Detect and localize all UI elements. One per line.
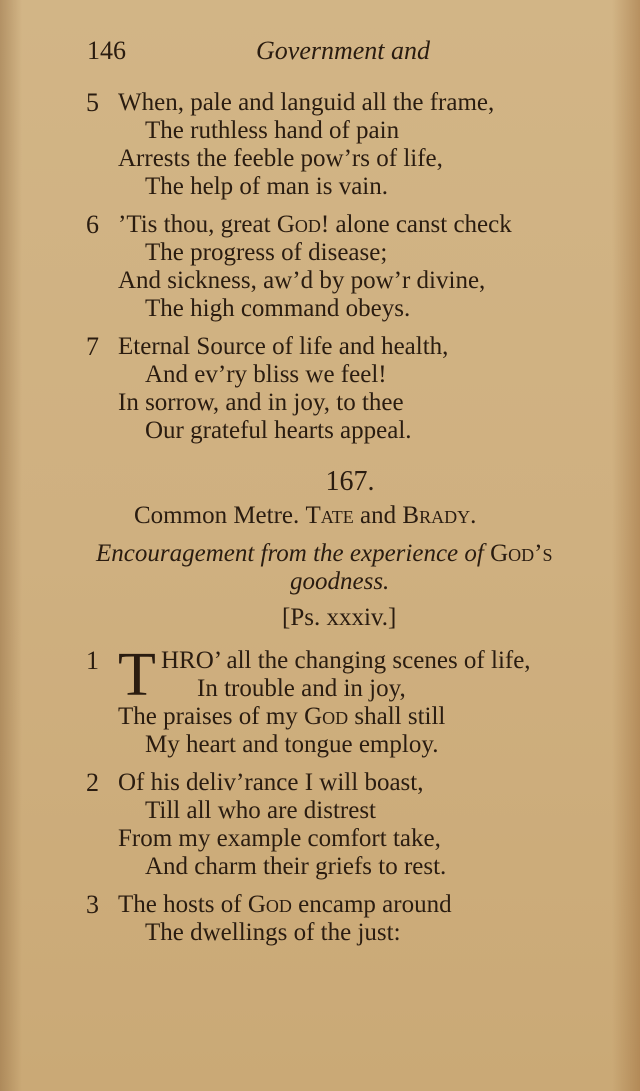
verse-line: The high command obeys. <box>145 295 411 322</box>
page-number: 146 <box>87 36 126 65</box>
hymn-meter: Common Metre. Tate and Brady. <box>134 502 477 529</box>
verse-line: The ruthless hand of pain <box>145 117 400 144</box>
verse-line: The progress of disease; <box>145 239 388 266</box>
verse-line: The help of man is vain. <box>145 173 388 200</box>
verse-number: 6 <box>86 210 99 239</box>
verse-number: 3 <box>86 890 99 919</box>
verse-line: From my example comfort take, <box>118 825 441 852</box>
verse-number: 1 <box>86 646 99 675</box>
hymn-subtitle: goodness. <box>290 568 390 595</box>
verse-line: And charm their griefs to rest. <box>145 853 447 880</box>
verse-line: ’Tis thou, great God! alone canst check <box>118 211 512 238</box>
verse-line: Eternal Source of life and health, <box>118 333 449 360</box>
hymn-subtitle: Encouragement from the experience of God’s <box>96 540 553 567</box>
psalm-reference: [Ps. xxxiv.] <box>282 604 397 631</box>
verse-line: Till all who are distrest <box>145 797 377 824</box>
verse-line: Of his deliv’rance I will boast, <box>118 769 424 796</box>
verse-line: Arrests the feeble pow’rs of life, <box>118 145 443 172</box>
verse-line: HRO’ all the changing scenes of life, <box>161 647 531 674</box>
verse-line: The hosts of God encamp around <box>118 891 452 918</box>
running-title: Government and <box>256 36 431 65</box>
verse-line: The dwellings of the just: <box>145 919 401 946</box>
verse-line: Our grateful hearts appeal. <box>145 417 412 444</box>
verse-line: In sorrow, and in joy, to thee <box>118 389 404 416</box>
verse-line: And sickness, aw’d by pow’r divine, <box>118 267 486 294</box>
verse-line: When, pale and languid all the frame, <box>118 89 495 116</box>
verse-number: 7 <box>86 332 99 361</box>
verse-line: In trouble and in joy, <box>197 675 406 702</box>
hymn-number: 167. <box>325 466 375 497</box>
verse-line: And ev’ry bliss we feel! <box>145 361 387 388</box>
verse-line: The praises of my God shall still <box>118 703 446 730</box>
drop-cap: T <box>118 641 156 709</box>
verse-line: My heart and tongue employ. <box>145 731 439 758</box>
verse-number: 5 <box>86 88 99 117</box>
verse-number: 2 <box>86 768 99 797</box>
